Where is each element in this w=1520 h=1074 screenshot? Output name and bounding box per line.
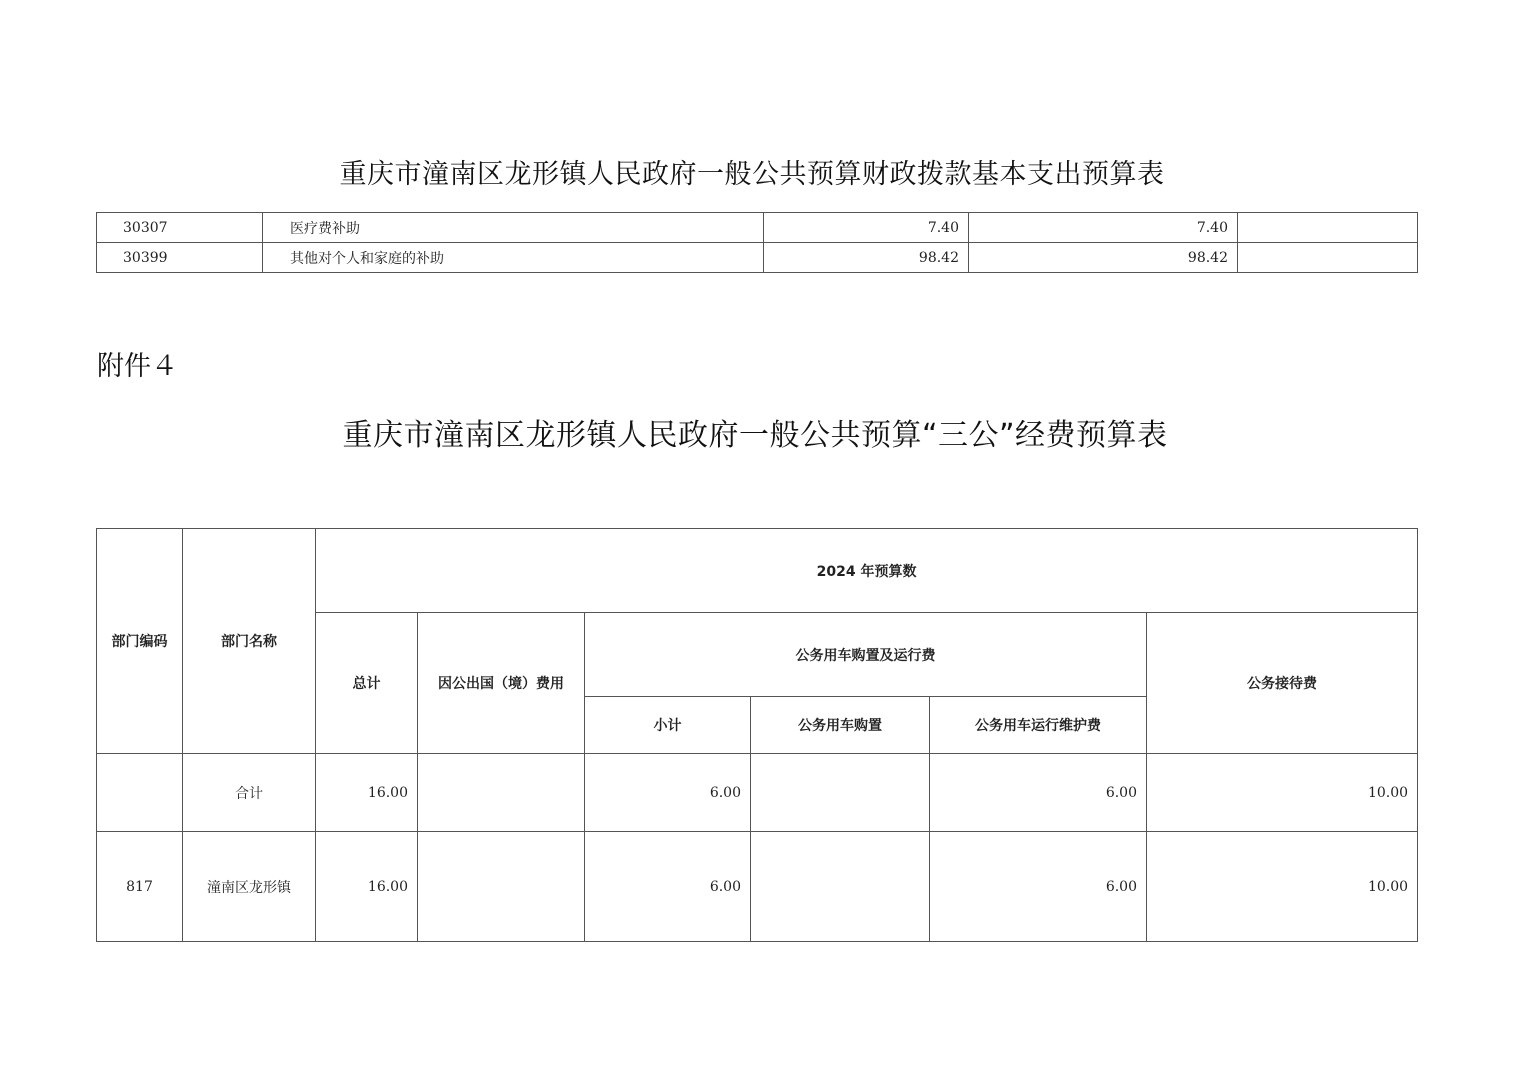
value-total: 16.00 <box>316 754 418 832</box>
header-vehicle: 公务用车购置及运行费 <box>585 613 1147 697</box>
item-value <box>1238 213 1418 243</box>
three-public-expense-table <box>96 528 1418 942</box>
value-subtotal: 6.00 <box>585 754 751 832</box>
value-abroad <box>418 832 585 942</box>
value-abroad <box>418 754 585 832</box>
header-abroad: 因公出国（境）费用 <box>418 613 585 754</box>
value-purchase <box>751 754 930 832</box>
item-code: 30399 <box>97 243 263 273</box>
value-subtotal: 6.00 <box>585 832 751 942</box>
header-vehicle-maintenance: 公务用车运行维护费 <box>930 697 1147 754</box>
item-name: 医疗费补助 <box>263 213 764 243</box>
value-reception: 10.00 <box>1147 832 1418 942</box>
item-value: 7.40 <box>764 213 969 243</box>
header-budget-2024: 2024 年预算数 <box>316 529 1418 613</box>
header-total: 总计 <box>316 613 418 754</box>
table-row <box>97 213 1418 243</box>
value-purchase <box>751 832 930 942</box>
page-title-basic-expenditure: 重庆市潼南区龙形镇人民政府一般公共预算财政拨款基本支出预算表 <box>339 159 1165 190</box>
item-value: 98.42 <box>969 243 1238 273</box>
dept-name: 合计 <box>183 754 316 832</box>
value-maintenance: 6.00 <box>930 754 1147 832</box>
item-value: 7.40 <box>969 213 1238 243</box>
value-total: 16.00 <box>316 832 418 942</box>
dept-code <box>97 754 183 832</box>
value-reception: 10.00 <box>1147 754 1418 832</box>
table-row <box>97 243 1418 273</box>
table-row <box>97 832 1418 942</box>
attachment-label: 附件４ <box>97 351 178 382</box>
table-row <box>97 754 1418 832</box>
item-code: 30307 <box>97 213 263 243</box>
item-name: 其他对个人和家庭的补助 <box>263 243 764 273</box>
header-dept-code: 部门编码 <box>97 529 183 754</box>
item-value <box>1238 243 1418 273</box>
dept-code: 817 <box>97 832 183 942</box>
dept-name: 潼南区龙形镇 <box>183 832 316 942</box>
basic-expenditure-table <box>96 212 1418 273</box>
page-title-three-public: 重庆市潼南区龙形镇人民政府一般公共预算“三公”经费预算表 <box>342 418 1168 453</box>
header-dept-name: 部门名称 <box>183 529 316 754</box>
header-subtotal: 小计 <box>585 697 751 754</box>
header-reception: 公务接待费 <box>1147 613 1418 754</box>
header-vehicle-purchase: 公务用车购置 <box>751 697 930 754</box>
item-value: 98.42 <box>764 243 969 273</box>
value-maintenance: 6.00 <box>930 832 1147 942</box>
